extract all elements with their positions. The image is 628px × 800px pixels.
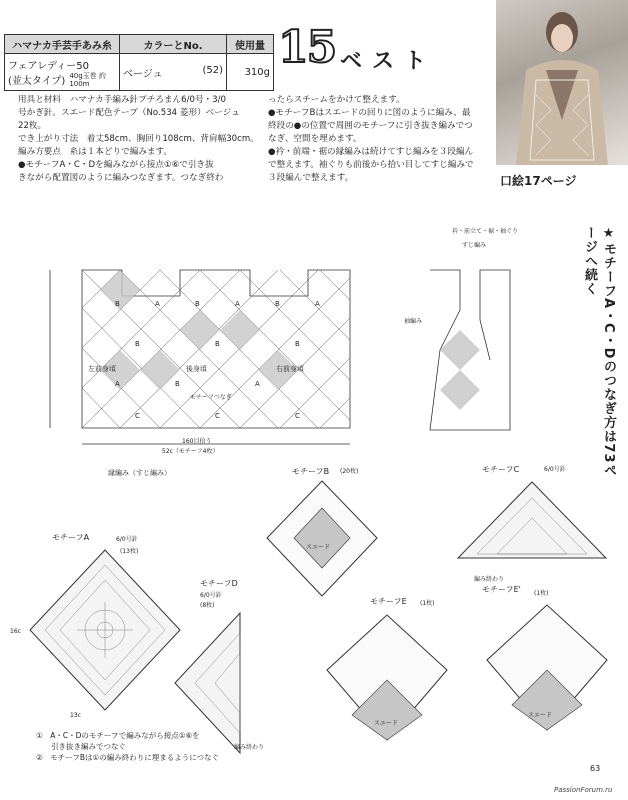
motif-b-title: モチーフB: [292, 467, 330, 476]
model-photo: [496, 0, 628, 165]
svg-text:C: C: [295, 412, 300, 420]
bottom-width-label: 52c（モチーフ4枚）: [162, 448, 219, 455]
svg-text:C: C: [135, 412, 140, 420]
motif-c-hook: 6/0号針: [544, 466, 566, 473]
motif-e2-count: (1枚): [534, 590, 549, 597]
pattern-title: ベスト: [340, 48, 437, 74]
join-notes: ① A・C・Dのモチーフで編みながら接点①⑥を 引き抜き編みでつなぐ ② モチーフBは①の編み終わりに埋まるようにつなぐ: [36, 731, 220, 762]
sleeve-edge-label: 袖編み: [404, 318, 423, 325]
motif-c-title: モチーフC: [482, 465, 520, 474]
instructions-col2: ったらスチームをかけて整えます。 ●モチーフBはスエードの回りに図のように編み、最 終段の●の位置で周囲のモチーフに引き抜き編みでつ なぎ、空間を埋めます。 ●衿・前端・裾の縁編みは続けてすじ編みを３段編ん で整えます。袖ぐりも前後から拾い目してすじ編みで ３段編んで整えます。: [268, 95, 474, 183]
motif-c-chart: [452, 478, 612, 568]
svg-text:B: B: [135, 340, 140, 348]
motif-e-chart: [322, 610, 452, 760]
motif-join-label: モチーフつなぎ: [190, 394, 232, 401]
svg-text:B: B: [175, 380, 180, 388]
svg-text:A: A: [315, 300, 320, 308]
svg-text:B: B: [295, 340, 300, 348]
back-label: 後身頃: [186, 365, 207, 373]
motif-b-suede: スエード: [306, 544, 331, 551]
side-diagram: [400, 250, 530, 440]
svg-text:A: A: [255, 380, 260, 388]
yarn-type: (並太タイプ): [8, 76, 66, 87]
motif-e2-title: モチーフE': [482, 585, 521, 594]
motif-e2-suede: スエード: [528, 712, 553, 719]
motif-e2-chart: [482, 600, 612, 750]
right-front-label: 右前身頃: [276, 365, 304, 373]
total-width-label: 160目拾う: [182, 438, 212, 445]
motif-a-title: モチーフA: [52, 533, 90, 542]
motif-a-count: (13枚): [120, 548, 139, 555]
border-title: 縁編み（すじ編み）: [108, 469, 171, 477]
svg-text:B: B: [115, 300, 120, 308]
motif-e-title: モチーフE: [370, 597, 407, 606]
motif-a-hook: 6/0号針: [116, 536, 138, 543]
reference-page: 口絵17ページ: [500, 174, 577, 188]
color-header: カラーとNo.: [120, 35, 227, 54]
yarn-name: フェアレディー50: [8, 60, 90, 72]
yarn-table: [4, 34, 274, 91]
motif-d-hook: 6/0号針: [200, 592, 222, 599]
yarn-spec: 40g玉巻 約100m: [69, 71, 106, 88]
pattern-number: 15: [278, 22, 336, 73]
svg-text:C: C: [215, 412, 220, 420]
color-cell: [120, 54, 227, 91]
motif-e-suede: スエード: [374, 720, 399, 727]
left-front-label: 左前身頃: [88, 365, 116, 373]
motif-d-finish: 編み終わり: [234, 744, 265, 751]
svg-text:B: B: [275, 300, 280, 308]
yarn-header: ハマナカ手芸手あみ糸: [5, 35, 120, 54]
motif-a-height: 16c: [10, 628, 21, 635]
instructions-col1: 用具と材料 ハマナカ手編み針プチろまん6/0号・3/0 号かぎ針。スエード配色テープ（No.534 菱形）ベージュ 22枚。 でき上がり寸法 着丈58cm、胸回り108cm、背肩幅30cm。 編み方要点 糸は１本どりで編みます。 ●モチーフA・C・Dを編みながら接点①⑥で引き抜 きながら配置図のように編みつなぎます。つなぎ終わ: [18, 95, 259, 183]
svg-text:B: B: [215, 340, 220, 348]
model-photo-illustration: [496, 0, 628, 165]
motif-d-title: モチーフD: [200, 579, 238, 588]
svg-text:B: B: [195, 300, 200, 308]
motif-b-chart: [262, 476, 392, 606]
amount-cell: 310g: [227, 54, 274, 91]
collar-sub: すじ編み: [462, 242, 487, 249]
motif-d-count: (8枚): [200, 602, 215, 609]
yarn-color-no: (52): [202, 64, 223, 76]
motif-c-finish: 編み終わり: [474, 576, 505, 583]
collar-title: 衿・前立て・裾・袖ぐり: [452, 228, 519, 235]
watermark: PassionForum.ru: [554, 786, 613, 794]
page-number: 63: [590, 764, 601, 773]
motif-a-width: 13c: [70, 712, 81, 719]
svg-text:A: A: [155, 300, 160, 308]
amount-header: 使用量: [227, 35, 274, 54]
continuation-note: ★モチーフA・C・Dのつなぎ方は73ページへ続く: [582, 226, 616, 478]
layout-diagram: [20, 208, 370, 458]
motif-e-count: (1枚): [420, 600, 435, 607]
svg-text:A: A: [235, 300, 240, 308]
motif-a-chart: [20, 540, 190, 720]
yarn-color: ベージュ: [123, 68, 163, 80]
motif-b-count: (20枚): [340, 468, 359, 475]
yarn-cell: [5, 54, 120, 91]
svg-text:A: A: [115, 380, 120, 388]
